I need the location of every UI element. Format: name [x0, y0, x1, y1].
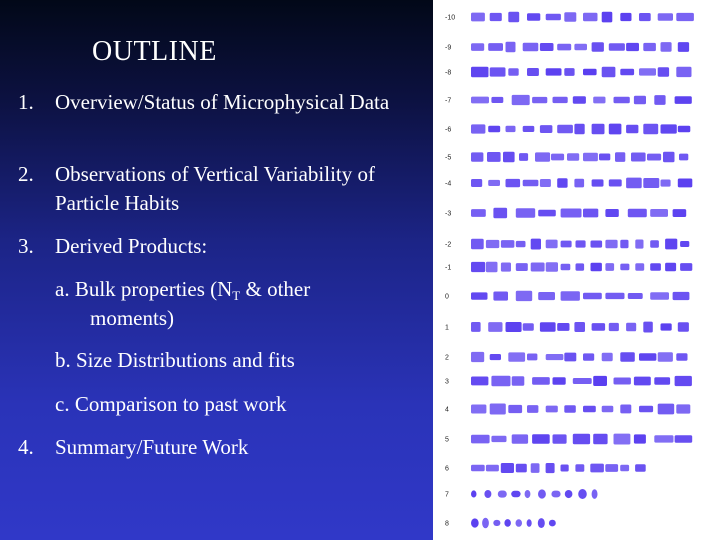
- particle-image: [599, 154, 610, 161]
- particle-row: [471, 291, 689, 301]
- particle-image: [488, 180, 500, 186]
- outline-item-text: Derived Products:: [55, 234, 208, 258]
- particle-row: [471, 178, 692, 189]
- particle-image: [658, 352, 673, 362]
- particle-image: [532, 434, 550, 444]
- particle-image: [574, 44, 587, 51]
- particle-image: [675, 96, 692, 104]
- particle-row: [471, 376, 692, 387]
- particle-image: [487, 152, 501, 162]
- level-label: 8: [445, 520, 449, 528]
- particle-image: [643, 322, 653, 333]
- level-label: 5: [445, 436, 449, 444]
- particle-image: [508, 352, 525, 361]
- level-label: -5: [445, 154, 452, 162]
- level-label: -4: [445, 180, 452, 188]
- particle-image: [551, 491, 560, 498]
- particle-image: [676, 13, 694, 21]
- outline-item-text: Overview/Status of Microphysical Data: [55, 90, 390, 114]
- outline-item-number: 4.: [18, 435, 34, 459]
- particle-image: [573, 96, 586, 104]
- level-label: 4: [445, 406, 449, 414]
- particle-image: [553, 434, 567, 443]
- particle-image: [661, 42, 672, 52]
- level-label: -7: [445, 97, 452, 105]
- particle-image: [551, 154, 564, 161]
- particle-image: [665, 239, 677, 250]
- particle-image: [583, 13, 598, 21]
- particle-image: [583, 69, 597, 75]
- particle-image: [471, 239, 484, 250]
- particle-image: [592, 489, 598, 499]
- particle-image: [527, 68, 539, 76]
- particle-image: [620, 69, 634, 76]
- particle-image: [593, 434, 607, 444]
- particle-row: [471, 322, 689, 333]
- particle-image: [615, 152, 625, 162]
- particle-image: [471, 13, 485, 22]
- particle-image: [511, 491, 520, 497]
- particle-image: [491, 376, 510, 387]
- particle-image: [654, 95, 665, 105]
- particle-image: [557, 323, 569, 331]
- particle-image: [471, 405, 486, 414]
- particle-image: [523, 180, 539, 187]
- particle-image: [639, 13, 651, 21]
- particle-image: [546, 406, 558, 413]
- particle-image: [557, 125, 573, 134]
- particle-image: [650, 209, 668, 217]
- particle-image: [643, 124, 658, 135]
- particle-row: [471, 12, 694, 23]
- outline-item-number: 2.: [18, 162, 34, 186]
- particle-image: [605, 464, 618, 472]
- particle-image: [503, 152, 515, 162]
- particle-image: [583, 153, 598, 162]
- particle-image: [516, 208, 535, 218]
- particle-image: [490, 67, 506, 76]
- particle-image: [561, 291, 580, 301]
- particle-image: [516, 263, 528, 271]
- particle-image: [564, 68, 574, 76]
- particle-image: [591, 241, 603, 248]
- particle-image: [635, 263, 644, 271]
- particle-image: [482, 518, 489, 529]
- subscript-t: T: [232, 288, 241, 303]
- level-label: 2: [445, 354, 449, 362]
- particle-image: [678, 322, 689, 332]
- particle-image: [486, 240, 499, 248]
- particle-image: [602, 67, 616, 77]
- particle-image: [493, 292, 508, 301]
- particle-image: [527, 519, 532, 527]
- particle-image: [591, 263, 602, 272]
- particle-image: [639, 353, 656, 361]
- particle-image: [491, 97, 503, 103]
- particle-image: [516, 241, 526, 247]
- particle-image: [592, 323, 606, 331]
- particle-image: [609, 124, 622, 135]
- particle-image: [498, 491, 507, 498]
- particle-image: [546, 262, 558, 272]
- particle-image: [620, 352, 635, 362]
- particle-image: [658, 404, 675, 415]
- particle-image: [471, 97, 489, 104]
- particle-image: [538, 518, 545, 528]
- particle-image: [538, 210, 556, 217]
- particle-image: [673, 292, 690, 300]
- particle-image: [602, 12, 613, 23]
- particle-image: [650, 240, 659, 248]
- particle-image: [574, 322, 585, 332]
- particle-image: [486, 262, 498, 273]
- subitem-continuation: moments): [90, 306, 174, 330]
- particle-image: [583, 293, 602, 300]
- particle-image: [471, 518, 479, 527]
- particle-image: [508, 68, 518, 76]
- particle-image: [553, 97, 568, 103]
- particle-image: [531, 263, 545, 272]
- particle-image: [658, 67, 669, 77]
- particle-image: [523, 323, 534, 331]
- particle-image: [634, 434, 646, 443]
- particle-image: [678, 126, 691, 132]
- level-label: -2: [445, 241, 452, 249]
- particle-image: [471, 67, 489, 78]
- particle-image: [504, 519, 511, 527]
- particle-images-svg: [433, 0, 720, 540]
- level-label: -9: [445, 44, 452, 52]
- particle-image: [605, 240, 617, 249]
- particle-image: [593, 376, 607, 386]
- particle-image: [676, 404, 690, 413]
- particle-image: [506, 179, 521, 187]
- particle-row: [471, 42, 689, 53]
- particle-image: [592, 42, 604, 51]
- particle-image: [654, 377, 670, 385]
- particle-image: [639, 406, 653, 412]
- particle-image: [643, 43, 656, 51]
- particle-row: [471, 262, 692, 273]
- particle-image: [650, 263, 661, 271]
- particle-image: [626, 323, 636, 332]
- particle-image: [620, 264, 629, 271]
- particle-image: [532, 377, 550, 385]
- particle-image: [680, 263, 692, 271]
- particle-image: [602, 353, 613, 362]
- subitem-text: c. Comparison to past work: [55, 392, 287, 416]
- particle-image: [546, 68, 562, 75]
- level-label: 1: [445, 324, 449, 332]
- particle-image: [679, 154, 688, 161]
- particle-image: [491, 436, 506, 442]
- particle-image: [626, 178, 642, 189]
- outline-subitem-c: [55, 390, 385, 419]
- level-label: 0: [445, 293, 449, 301]
- particle-image: [661, 180, 671, 187]
- level-label: -6: [445, 126, 452, 134]
- particle-image: [471, 377, 488, 386]
- particle-image: [574, 179, 584, 188]
- particle-image: [471, 43, 484, 51]
- particle-image: [643, 178, 659, 188]
- particle-image: [620, 13, 631, 21]
- particle-image: [634, 96, 646, 104]
- particle-image: [546, 354, 564, 360]
- particle-image: [609, 323, 619, 331]
- particle-image: [635, 240, 643, 249]
- particle-image: [564, 405, 576, 412]
- particle-image: [538, 489, 546, 498]
- particle-image: [516, 291, 532, 301]
- particle-image: [673, 209, 687, 217]
- particle-image: [665, 263, 676, 272]
- particle-image: [620, 465, 629, 472]
- particle-image: [675, 376, 692, 386]
- particle-image: [663, 152, 675, 163]
- particle-image: [609, 43, 625, 51]
- particle-image: [575, 464, 584, 472]
- particle-image: [661, 124, 677, 133]
- particle-row: [471, 67, 692, 78]
- particle-image: [508, 405, 522, 413]
- particle-image: [546, 463, 555, 473]
- particle-image: [471, 124, 485, 133]
- particle-image: [602, 406, 614, 412]
- particle-image: [635, 464, 646, 471]
- level-label: 6: [445, 465, 449, 473]
- level-label: -10: [445, 14, 456, 22]
- particle-image: [531, 463, 540, 473]
- level-label: -3: [445, 210, 452, 218]
- particle-image: [471, 179, 482, 187]
- outline-item-number: 3.: [18, 234, 34, 258]
- particle-image: [647, 154, 661, 161]
- particle-images-figure: [433, 0, 720, 540]
- outline-subitem-a: [55, 275, 385, 333]
- particle-image: [658, 13, 673, 20]
- particle-image: [506, 42, 516, 53]
- particle-image: [540, 322, 556, 332]
- particle-image: [549, 520, 556, 527]
- particle-row: [471, 239, 689, 250]
- particle-image: [590, 464, 604, 473]
- particle-image: [565, 490, 573, 498]
- particle-image: [592, 179, 604, 186]
- particle-image: [512, 95, 530, 105]
- particle-image: [620, 240, 628, 248]
- particle-image: [576, 263, 585, 270]
- particle-image: [561, 209, 582, 218]
- subitem-text: b. Size Distributions and fits: [55, 348, 295, 372]
- particle-image: [471, 209, 486, 217]
- particle-image: [471, 435, 490, 444]
- particle-image: [484, 490, 491, 498]
- particle-image: [490, 13, 502, 21]
- particle-image: [573, 378, 592, 384]
- particle-image: [538, 292, 555, 300]
- particle-row: [471, 518, 556, 529]
- subitem-text: a. Bulk properties ($N_T$ & other: [55, 277, 311, 303]
- level-label: 3: [445, 378, 449, 386]
- particle-image: [535, 152, 550, 161]
- particle-image: [592, 124, 605, 135]
- particle-image: [654, 435, 673, 442]
- particle-image: [561, 465, 569, 472]
- particle-image: [508, 12, 519, 22]
- particle-row: [471, 489, 598, 499]
- particle-image: [678, 179, 693, 188]
- particle-image: [488, 322, 502, 332]
- slide-title: OUTLINE: [92, 36, 217, 67]
- particle-image: [540, 43, 554, 51]
- particle-image: [583, 209, 598, 218]
- particle-image: [574, 124, 584, 135]
- particle-image: [639, 68, 656, 75]
- particle-image: [493, 520, 500, 526]
- particle-image: [486, 465, 499, 472]
- particle-image: [561, 264, 571, 271]
- particle-image: [609, 179, 622, 186]
- particle-image: [605, 263, 614, 271]
- outline-item-text: Observations of Vertical Variability of Particle Habits: [55, 162, 375, 215]
- particle-image: [675, 435, 693, 442]
- particle-image: [578, 489, 587, 499]
- particle-image: [676, 67, 691, 77]
- particle-image: [516, 464, 527, 473]
- particle-image: [676, 353, 687, 361]
- particle-image: [523, 126, 535, 132]
- particle-image: [501, 263, 511, 272]
- particle-image: [471, 152, 483, 161]
- particle-row: [471, 404, 690, 415]
- particle-image: [650, 292, 669, 300]
- particle-image: [634, 377, 651, 386]
- particle-image: [661, 323, 672, 330]
- particle-image: [546, 14, 561, 20]
- particle-image: [678, 42, 689, 52]
- particle-image: [532, 97, 547, 103]
- particle-image: [576, 240, 586, 247]
- particle-image: [490, 354, 501, 360]
- particle-image: [531, 239, 541, 250]
- particle-image: [512, 434, 528, 443]
- particle-image: [471, 262, 485, 272]
- particle-image: [605, 209, 618, 217]
- particle-image: [557, 178, 567, 188]
- particle-image: [527, 13, 540, 20]
- particle-image: [490, 404, 506, 415]
- particle-image: [628, 293, 643, 299]
- particle-image: [471, 322, 481, 332]
- level-label: -1: [445, 264, 452, 272]
- particle-image: [471, 352, 484, 362]
- level-label: -8: [445, 69, 452, 77]
- particle-image: [583, 353, 594, 360]
- particle-image: [567, 153, 579, 161]
- particle-row: [471, 352, 688, 362]
- particle-image: [506, 322, 522, 332]
- particle-image: [501, 463, 514, 473]
- particle-image: [557, 44, 571, 51]
- particle-image: [506, 126, 516, 132]
- particle-image: [614, 97, 630, 103]
- particle-image: [680, 241, 689, 247]
- outline-subitem-b: [55, 346, 385, 375]
- particle-image: [628, 209, 647, 218]
- particle-row: [471, 463, 646, 473]
- particle-image: [626, 125, 638, 134]
- particle-image: [471, 292, 488, 299]
- particle-image: [523, 43, 539, 51]
- particle-image: [614, 378, 631, 385]
- particle-image: [561, 241, 572, 248]
- particle-image: [626, 43, 639, 51]
- particle-image: [488, 43, 503, 51]
- outline-item-number: 1.: [18, 90, 34, 114]
- particle-image: [593, 97, 605, 104]
- level-label: 7: [445, 491, 449, 499]
- particle-image: [501, 240, 515, 248]
- particle-image: [620, 405, 631, 414]
- particle-image: [493, 208, 507, 219]
- particle-row: [471, 152, 688, 163]
- particle-image: [516, 519, 523, 527]
- particle-image: [488, 126, 500, 132]
- particle-image: [583, 406, 596, 413]
- particle-row: [471, 208, 686, 219]
- particle-row: [471, 124, 690, 135]
- particle-image: [471, 490, 477, 497]
- particle-image: [519, 153, 528, 161]
- particle-image: [564, 12, 576, 21]
- particle-image: [631, 153, 646, 162]
- particle-image: [525, 490, 531, 498]
- particle-image: [546, 240, 558, 249]
- particle-image: [471, 465, 485, 472]
- particle-image: [614, 434, 631, 445]
- outline-item-text: Summary/Future Work: [55, 435, 249, 459]
- particle-row: [471, 434, 692, 445]
- particle-image: [540, 125, 553, 133]
- particle-image: [553, 377, 566, 385]
- particle-image: [564, 353, 576, 362]
- particle-image: [527, 354, 537, 361]
- particle-image: [512, 376, 525, 385]
- particle-image: [573, 434, 590, 445]
- particle-image: [605, 293, 624, 299]
- particle-image: [527, 405, 538, 413]
- particle-row: [471, 95, 692, 105]
- particle-image: [540, 179, 551, 187]
